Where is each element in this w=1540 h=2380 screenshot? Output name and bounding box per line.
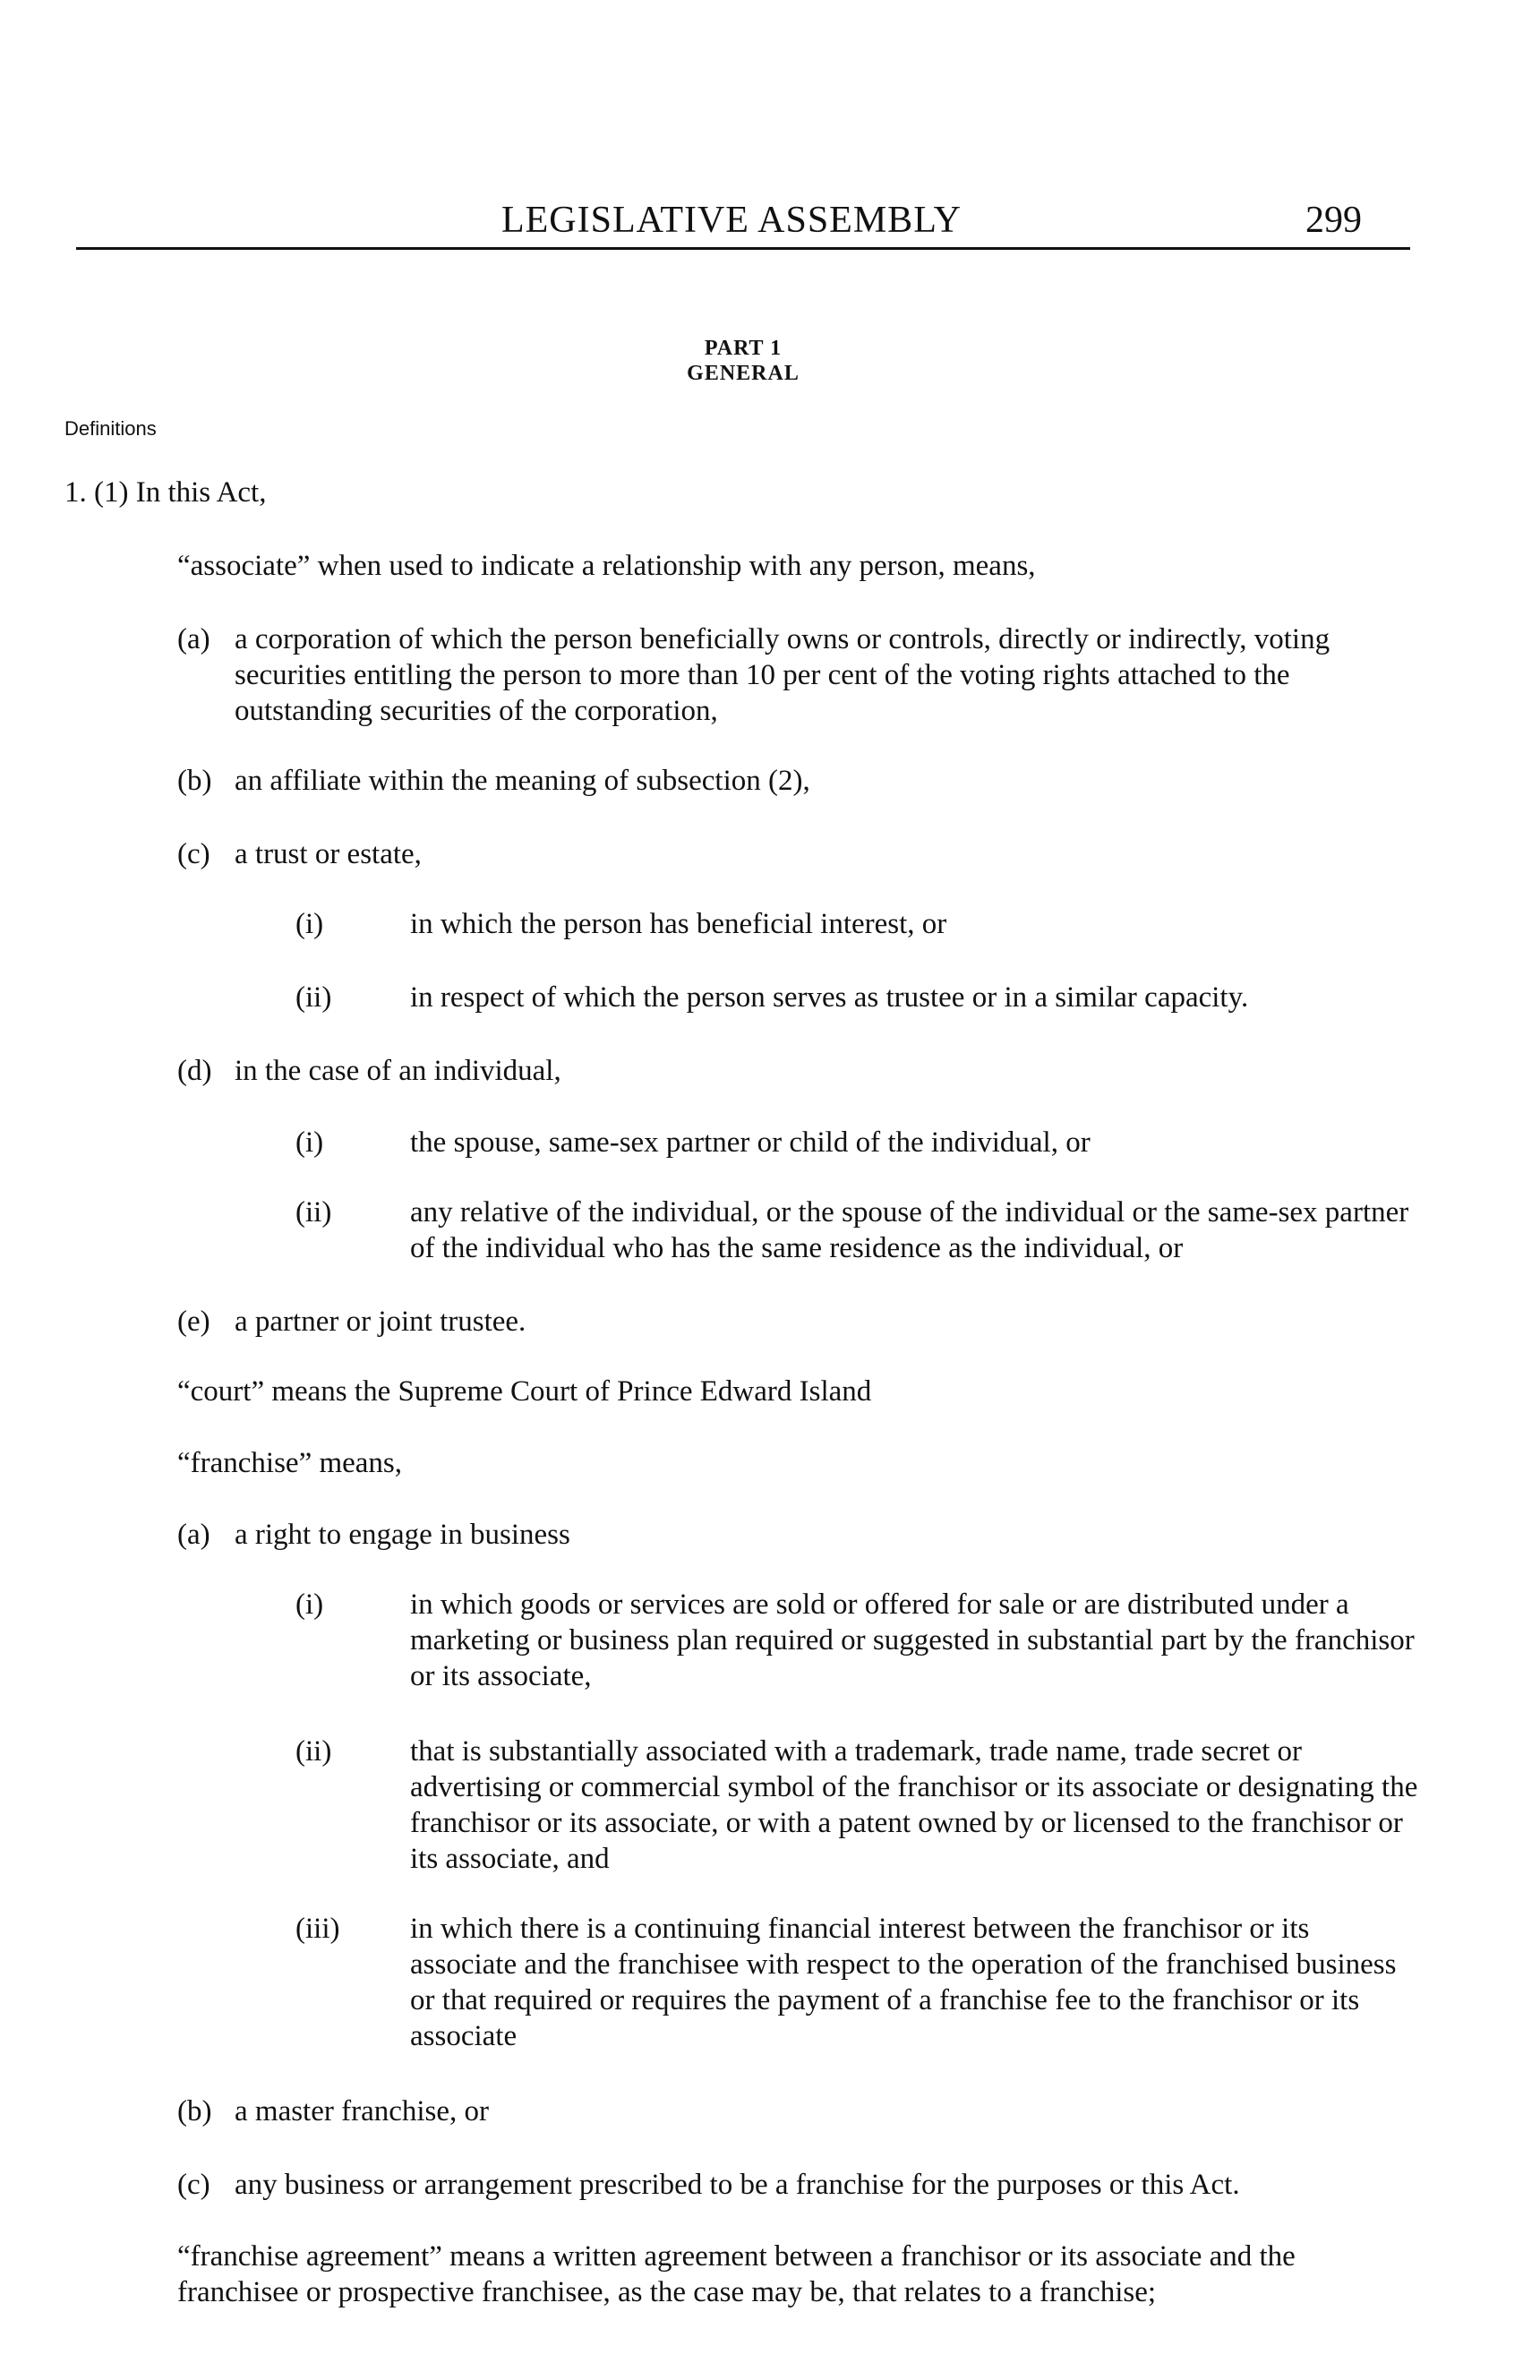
clause-text: a master franchise, or	[235, 2095, 490, 2127]
clause-text: a trust or estate,	[235, 838, 422, 870]
subclause-label: (iii)	[295, 1913, 340, 1945]
section-intro: 1. (1) In this Act,	[64, 476, 267, 509]
subclause-text: any relative of the individual, or the spouse of the individual or the same-sex partner of the individual who has the same residence as the individual, or	[410, 1196, 1409, 1264]
definition-associate: “associate” when used to indicate a relationship with any person, means,	[177, 550, 1036, 582]
header-title: LEGISLATIVE ASSEMBLY	[501, 200, 962, 241]
clause-text: a right to engage in business	[235, 1519, 570, 1551]
subclause-text: that is substantially associated with a trademark, trade name, trade secret or advertising or commercial symbol of the franchisor or its associate or designating the franchisor or its associate, or with a patent owned by or licensed to the franchisor or its associate, and	[410, 1735, 1418, 1875]
clause-label: (c)	[177, 2169, 210, 2201]
subclause-text: in respect of which the person serves as trustee or in a similar capacity.	[410, 981, 1249, 1014]
clause-label: (d)	[177, 1055, 212, 1087]
clause-text: an affiliate within the meaning of subsection (2),	[235, 765, 810, 797]
page-number: 299	[1305, 200, 1362, 241]
subclause-label: (ii)	[295, 981, 332, 1014]
subclause-text: in which the person has beneficial interest, or	[410, 908, 947, 940]
clause-label: (b)	[177, 2095, 212, 2127]
margin-note-definitions: Definitions	[64, 417, 157, 440]
part-name: GENERAL	[687, 362, 800, 385]
subclause-text: in which there is a continuing financial interest between the franchisor or its associate and the franchisee with respect to the operation of the franchised business or that required or requires the payment of a franchise fee to the franchisor or its associate	[410, 1913, 1397, 2052]
definition-court: “court” means the Supreme Court of Prince Edward Island	[177, 1375, 872, 1408]
clause-label: (b)	[177, 765, 212, 797]
clause-label: (a)	[177, 623, 210, 655]
clause-label: (a)	[177, 1519, 210, 1551]
definition-franchise: “franchise” means,	[177, 1447, 403, 1479]
clause-label: (c)	[177, 838, 210, 870]
part-number: PART 1	[704, 337, 783, 360]
clause-text: in the case of an individual,	[235, 1055, 561, 1087]
clause-label: (e)	[177, 1306, 210, 1338]
subclause-text: the spouse, same-sex partner or child of the individual, or	[410, 1126, 1091, 1159]
subclause-label: (i)	[295, 908, 324, 940]
definition-franchise-agreement: “franchise agreement” means a written agreement between a franchisor or its associate and the franchisee or prospective franchisee, as the case may be, that relates to a franchise;	[177, 2240, 1296, 2308]
header-rule	[76, 247, 1410, 250]
subclause-label: (ii)	[295, 1735, 332, 1768]
subclause-label: (i)	[295, 1588, 324, 1621]
clause-text: a corporation of which the person beneficially owns or controls, directly or indirectly, voting securities entitling the person to more than 10 per cent of the voting rights attached to the outstanding securities of the corporation,	[235, 623, 1330, 727]
clause-text: any business or arrangement prescribed to be a franchise for the purposes or this Act.	[235, 2169, 1240, 2201]
clause-text: a partner or joint trustee.	[235, 1306, 526, 1338]
subclause-label: (i)	[295, 1126, 324, 1159]
subclause-label: (ii)	[295, 1196, 332, 1229]
subclause-text: in which goods or services are sold or offered for sale or are distributed under a marketing or business plan required or suggested in substantial part by the franchisor or its associate,	[410, 1588, 1415, 1692]
